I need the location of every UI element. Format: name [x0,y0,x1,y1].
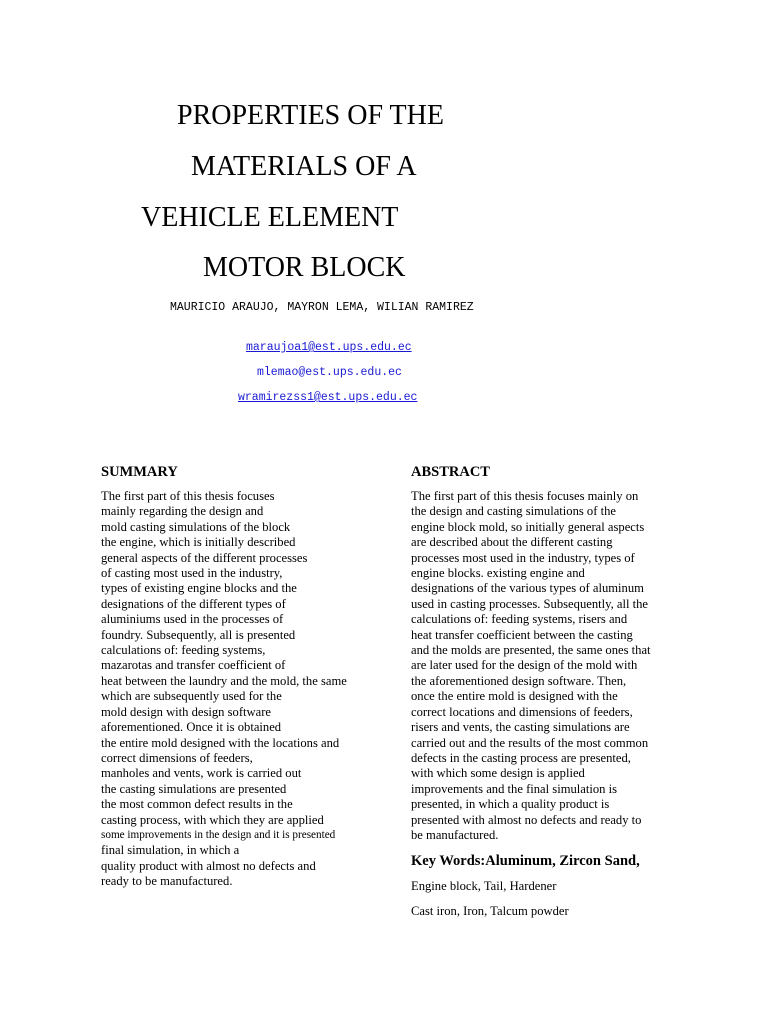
summary-heading: SUMMARY [101,464,178,480]
abstract-line: presented, in which a quality product is [411,797,610,812]
summary-line: some improvements in the design and it is presented [101,828,336,841]
summary-line: the engine, which is initially described [101,535,296,550]
abstract-line: the aforementioned design software. Then, [411,673,627,688]
summary-line: casting process, with which they are applied [101,812,324,827]
summary-line: heat between the laundry and the mold, the same [101,673,347,688]
abstract-line: calculations of: feeding systems, risers and [411,612,628,627]
summary-line: The first part of this thesis focuses [101,489,275,503]
abstract-line: be manufactured. [411,827,499,842]
summary-line: the most common defect results in the [101,797,293,812]
abstract-heading: ABSTRACT [411,464,490,480]
title-line-2: MATERIALS OF A [191,151,417,182]
summary-line: manholes and vents, work is carried out [101,766,302,781]
email-link-wramirezss1[interactable]: wramirezss1@est.ups.edu.ec [238,391,418,404]
summary-line: types of existing engine blocks and the [101,581,297,596]
abstract-line: with which some design is applied [411,766,585,781]
author-list: MAURICIO ARAUJO, MAYRON LEMA, WILIAN RAMIREZ [170,301,474,314]
keywords-heading: Key Words:Aluminum, Zircon Sand, [411,853,640,869]
abstract-line: are later used for the design of the mold with [411,658,638,673]
summary-line: mazarotas and transfer coefficient of [101,658,286,673]
keywords-line: Cast iron, Iron, Talcum powder [411,904,569,918]
summary-line: final simulation, in which a [101,843,240,858]
summary-line: the casting simulations are presented [101,781,287,796]
title-line-3: VEHICLE ELEMENT [141,202,399,233]
abstract-line: processes most used in the industry, types of [411,550,635,565]
abstract-line: defects in the casting process are presented, [411,750,631,765]
abstract-line: improvements and the final simulation is [411,781,618,796]
abstract-line: carried out and the results of the most common [411,735,649,750]
summary-line: quality product with almost no defects and [101,858,316,873]
title-line-1: PROPERTIES OF THE [177,100,444,131]
summary-line: correct dimensions of feeders, [101,750,253,765]
abstract-line: engine blocks. existing engine and [411,566,585,581]
summary-line: designations of the different types of [101,596,286,611]
abstract-line: designations of the various types of aluminum [411,581,644,596]
summary-line: ready to be manufactured. [101,874,233,889]
summary-line: general aspects of the different processes [101,550,308,565]
abstract-line: presented with almost no defects and ready to [411,812,642,827]
abstract-line: risers and vents, the casting simulations are [411,720,630,735]
summary-line: mold design with design software [101,704,271,719]
abstract-line: correct locations and dimensions of feeders, [411,704,633,719]
keywords-line: Engine block, Tail, Hardener [411,879,557,893]
summary-line: mold casting simulations of the block [101,519,291,534]
summary-line: the entire mold designed with the locations and [101,735,340,750]
summary-line: of casting most used in the industry, [101,566,283,581]
abstract-line: the design and casting simulations of the [411,504,616,519]
summary-line: foundry. Subsequently, all is presented [101,627,296,642]
email-link-maraujoa1[interactable]: maraujoa1@est.ups.edu.ec [246,341,412,354]
abstract-line: heat transfer coefficient between the casting [411,627,633,642]
abstract-line: engine block mold, so initially general aspects [411,519,645,534]
abstract-line: and the molds are presented, the same ones that [411,643,651,658]
title-line-4: MOTOR BLOCK [203,252,406,283]
abstract-line: once the entire mold is designed with the [411,689,618,704]
summary-body [101,489,347,890]
summary-line: mainly regarding the design and [101,504,264,519]
summary-line: aforementioned. Once it is obtained [101,720,282,735]
summary-line: which are subsequently used for the [101,689,282,704]
abstract-line: used in casting processes. Subsequently, all the [411,596,649,611]
abstract-line: are described about the different casting [411,535,613,550]
email-mlemao: mlemao@est.ups.edu.ec [257,366,402,379]
summary-line: aluminiums used in the processes of [101,612,284,627]
summary-line: calculations of: feeding systems, [101,643,266,658]
abstract-body [411,489,651,843]
abstract-line: The first part of this thesis focuses mainly on [411,489,639,503]
